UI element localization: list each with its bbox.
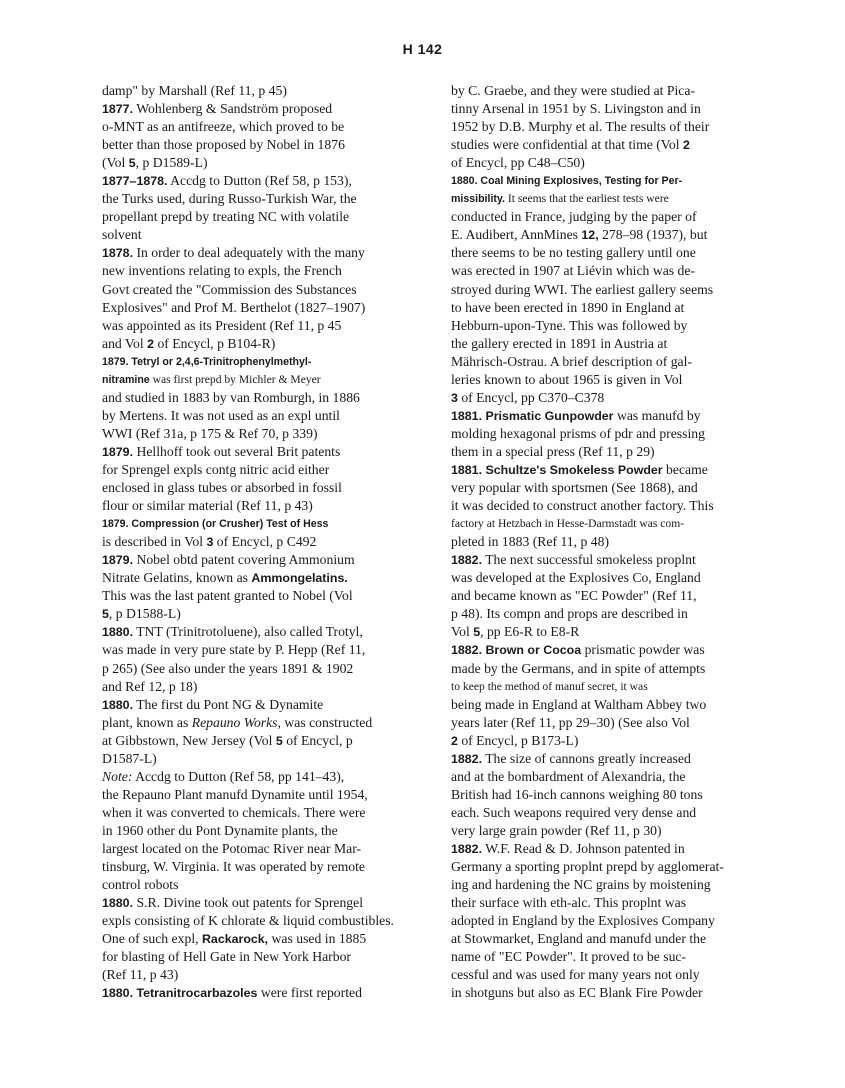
text-span: D1587-L) <box>102 750 157 766</box>
text-line <box>102 894 442 912</box>
entry-year: 1882. <box>451 643 483 658</box>
text-span: Accdg to Dutton (Ref 58, p 153), <box>167 173 352 189</box>
text-span: made by the Germans, and in spite of attempts <box>451 660 706 676</box>
bold-term: Compression (or Crusher) Test of Hess <box>131 518 329 531</box>
text-span: factory at Hetzbach in Hesse-Darmstadt was com- <box>451 517 685 531</box>
bold-term: 2 <box>683 138 690 153</box>
text-line <box>102 732 442 750</box>
text-span: TNT (Trinitrotoluene), also called Trotyl, <box>133 624 363 640</box>
text-line <box>451 786 791 804</box>
text-span: , p D1589-L) <box>135 155 208 171</box>
text-line <box>451 912 791 930</box>
text-span: 278–98 (1937), but <box>598 227 708 243</box>
text-line <box>451 948 791 966</box>
text-line <box>102 696 442 714</box>
text-line <box>451 660 791 678</box>
text-span: WWI (Ref 31a, p 175 & Ref 70, p 339) <box>102 425 318 441</box>
text-line <box>102 262 442 280</box>
text-line <box>102 208 442 226</box>
text-span: each. Such weapons required very dense and <box>451 804 697 820</box>
text-span: The next successful smokeless proplnt <box>482 552 696 568</box>
text-span: W.F. Read & D. Johnson patented in <box>482 840 685 856</box>
text-span: E. Audibert, AnnMines <box>451 227 582 243</box>
text-span: Mährisch-Ostrau. A brief description of gal- <box>451 353 692 369</box>
text-span: was first prepd by Michler & Meyer <box>149 372 321 386</box>
text-line <box>451 840 791 858</box>
text-span: Nobel obtd patent covering Ammonium <box>133 552 355 568</box>
text-line <box>102 660 442 678</box>
text-line <box>102 623 442 641</box>
text-line <box>451 587 791 605</box>
text-span: Wohlenberg & Sandström proposed <box>133 101 333 117</box>
text-span: Nitrate Gelatins, known as <box>102 570 252 586</box>
text-line <box>451 172 791 190</box>
bold-term: Prismatic Gunpowder <box>485 408 614 423</box>
text-line <box>102 840 442 858</box>
entry-year: 1880. <box>102 896 134 911</box>
text-span: was erected in 1907 at Liévin which was de- <box>451 263 696 279</box>
text-line <box>451 876 791 894</box>
entry-year: 1877–1878. <box>102 174 168 189</box>
text-line <box>451 407 791 425</box>
text-span: were first reported <box>257 985 362 1001</box>
text-span: , pp E6-R to E8-R <box>480 624 580 640</box>
text-line <box>102 443 442 461</box>
text-line <box>102 605 442 623</box>
text-line <box>451 605 791 623</box>
text-line <box>102 407 442 425</box>
text-span: very large grain powder (Ref 11, p 30) <box>451 822 662 838</box>
entry-year: 1879. <box>102 355 129 368</box>
text-line <box>102 768 442 786</box>
text-line <box>102 641 442 659</box>
text-span: pleted in 1883 (Ref 11, p 48) <box>451 534 610 550</box>
text-span: It seems that the earliest tests were <box>504 192 669 206</box>
text-span: stroyed during WWI. The earliest gallery seems <box>451 281 714 297</box>
bold-term: Tetryl or 2,4,6-Trinitrophenylmethyl- <box>131 355 312 368</box>
text-span: the Turks used, during Russo-Turkish War, the <box>102 191 357 207</box>
text-span: for Sprengel expls contg nitric acid either <box>102 461 330 477</box>
text-line <box>102 678 442 696</box>
text-span: Vol <box>451 624 474 640</box>
text-span: of Encycl, p B104-R) <box>154 335 276 351</box>
text-line <box>102 984 442 1002</box>
text-line <box>102 317 442 335</box>
text-line <box>451 226 791 244</box>
text-line <box>102 587 442 605</box>
text-span: of Encycl, p C492 <box>213 534 317 550</box>
text-line <box>451 984 791 1002</box>
text-span: was made in very pure state by P. Hepp (Ref 11, <box>102 642 366 658</box>
text-line <box>451 389 791 407</box>
entry-year: 1880. <box>102 986 134 1001</box>
text-span: and Vol <box>102 335 148 351</box>
text-span: 1952 by D.B. Murphy et al. The results of their <box>451 119 710 135</box>
italic-text: Repauno Works, <box>191 714 281 730</box>
text-span: at Gibbstown, New Jersey (Vol <box>102 732 276 748</box>
text-span: Explosives" and Prof M. Berthelot (1827–1907) <box>102 299 366 315</box>
bold-term: missibility. <box>451 193 505 206</box>
text-span: p 48). Its compn and props are described in <box>451 606 688 622</box>
text-span: , p D1588-L) <box>108 606 181 622</box>
text-span: Govt created the "Commission des Substances <box>102 281 357 297</box>
right-column <box>451 82 791 1002</box>
text-line <box>102 533 442 551</box>
text-span: to have been erected in 1890 in England at <box>451 299 685 315</box>
text-span: plant, known as <box>102 714 192 730</box>
text-line <box>102 804 442 822</box>
text-line <box>102 299 442 317</box>
text-line <box>102 497 442 515</box>
text-span: better than those proposed by Nobel in 1876 <box>102 137 345 153</box>
text-line <box>102 714 442 732</box>
bold-term: Schultze's Smokeless Powder <box>485 462 663 477</box>
bold-term: 5 <box>102 607 109 622</box>
text-line <box>451 966 791 984</box>
text-line <box>102 100 442 118</box>
text-line <box>451 858 791 876</box>
text-line <box>102 425 442 443</box>
text-span: and became known as "EC Powder" (Ref 11, <box>451 588 697 604</box>
text-span: p 265) (See also under the years 1891 & 1902 <box>102 660 354 676</box>
text-line <box>451 353 791 371</box>
text-line <box>451 732 791 750</box>
left-column <box>102 82 442 1002</box>
italic-text: Note: <box>102 768 133 784</box>
text-span: by Mertens. It was not used as an expl until <box>102 407 340 423</box>
entry-year: 1877. <box>102 102 134 117</box>
text-span: Germany a sporting proplnt prepd by agglomerat- <box>451 859 724 875</box>
text-line <box>102 118 442 136</box>
text-line <box>102 515 442 533</box>
text-line <box>451 641 791 659</box>
text-span: tinny Arsenal in 1951 by S. Livingston and in <box>451 101 701 117</box>
text-line <box>102 353 442 371</box>
text-line <box>102 172 442 190</box>
bold-term: 5 <box>128 156 136 171</box>
text-line <box>102 244 442 262</box>
text-span: was used in 1885 <box>268 931 367 947</box>
text-span: at Stowmarket, England and manufd under the <box>451 931 707 947</box>
text-span: o-MNT as an antifreeze, which proved to be <box>102 119 345 135</box>
text-line <box>451 190 791 208</box>
text-span: very popular with sportsmen (See 1868), and <box>451 480 698 496</box>
text-span: expls consisting of K chlorate & liquid combustibles. <box>102 913 394 929</box>
bold-term: 12, <box>581 228 599 243</box>
bold-term: Brown or Cocoa <box>485 643 582 658</box>
text-line <box>102 154 442 172</box>
bold-term: 5 <box>275 733 283 748</box>
text-line <box>102 479 442 497</box>
text-span: was manufd by <box>613 407 701 423</box>
bold-term: 2 <box>147 336 155 351</box>
text-line <box>102 136 442 154</box>
text-span: The size of cannons greatly increased <box>482 750 691 766</box>
text-span: is described in Vol <box>102 534 207 550</box>
text-line <box>451 768 791 786</box>
text-line <box>102 948 442 966</box>
text-line <box>451 262 791 280</box>
text-span: enclosed in glass tubes or absorbed in fossil <box>102 480 342 496</box>
text-line <box>451 461 791 479</box>
entry-year: 1880. <box>102 697 134 712</box>
text-span: of Encycl, pp C370–C378 <box>457 389 605 405</box>
text-span: name of "EC Powder". It proved to be suc- <box>451 949 687 965</box>
entry-year: 1879. <box>102 518 129 531</box>
entry-year: 1882. <box>451 553 483 568</box>
text-line <box>451 208 791 226</box>
text-span: adopted in England by the Explosives Company <box>451 913 715 929</box>
text-span: studies were confidential at that time (Vol <box>451 137 683 153</box>
text-span: The first du Pont NG & Dynamite <box>133 696 324 712</box>
text-line <box>451 443 791 461</box>
text-span: of Encycl, p <box>282 732 353 748</box>
text-span: propellant prepd by treating NC with volatile <box>102 209 350 225</box>
text-span: largest located on the Potomac River near Mar- <box>102 840 362 856</box>
bold-term: 2 <box>451 733 458 748</box>
text-line <box>451 551 791 569</box>
text-span: This was the last patent granted to Nobel (Vol <box>102 588 353 604</box>
bold-term: Coal Mining Explosives, Testing for Per- <box>480 175 683 188</box>
text-line <box>451 515 791 533</box>
text-span: conducted in France, judging by the paper of <box>451 209 697 225</box>
text-span: them in a special press (Ref 11, p 29) <box>451 443 655 459</box>
text-span: solvent <box>102 227 142 243</box>
text-line <box>451 894 791 912</box>
text-span: S.R. Divine took out patents for Sprengel <box>133 895 364 911</box>
text-line <box>451 425 791 443</box>
text-line <box>451 154 791 172</box>
text-line <box>102 750 442 768</box>
entry-year: 1880. <box>102 625 134 640</box>
page-header: H 142 <box>402 41 443 57</box>
text-line <box>102 930 442 948</box>
text-span: British had 16-inch cannons weighing 80 tons <box>451 786 703 802</box>
text-line <box>102 389 442 407</box>
entry-year: 1878. <box>102 246 134 261</box>
text-line <box>451 100 791 118</box>
text-line <box>102 912 442 930</box>
text-line <box>102 551 442 569</box>
text-span: In order to deal adequately with the many <box>133 245 365 261</box>
text-span: One of such expl, <box>102 931 202 947</box>
text-span: and Ref 12, p 18) <box>102 678 198 694</box>
text-span: the gallery erected in 1891 in Austria at <box>451 335 668 351</box>
text-span: molding hexagonal prisms of pdr and pressing <box>451 425 705 441</box>
text-span: of Encycl, pp C48–C50) <box>451 155 585 171</box>
text-line <box>451 244 791 262</box>
text-span: for blasting of Hell Gate in New York Harbor <box>102 949 351 965</box>
text-line <box>451 136 791 154</box>
text-line <box>451 82 791 100</box>
bold-term: 3 <box>451 390 458 405</box>
text-line <box>102 335 442 353</box>
text-line <box>451 714 791 732</box>
text-span: their surface with eth-alc. This proplnt was <box>451 895 687 911</box>
bold-term: 5 <box>473 625 481 640</box>
text-span: control robots <box>102 877 179 893</box>
text-span: years later (Ref 11, pp 29–30) (See also Vol <box>451 714 690 730</box>
text-line <box>102 569 442 587</box>
text-span: (Ref 11, p 43) <box>102 967 179 983</box>
text-span: damp" by Marshall (Ref 11, p 45) <box>102 83 287 98</box>
text-line <box>102 461 442 479</box>
text-line <box>451 281 791 299</box>
text-span: tinsburg, W. Virginia. It was operated by remote <box>102 859 366 875</box>
text-line <box>451 750 791 768</box>
text-line <box>102 281 442 299</box>
text-span: and studied in 1883 by van Romburgh, in 1886 <box>102 389 360 405</box>
text-span: was constructed <box>280 714 373 730</box>
entry-year: 1881. <box>451 408 483 423</box>
bold-term: Tetranitrocarbazoles <box>136 986 258 1001</box>
bold-term: Rackarock, <box>201 932 269 947</box>
text-line <box>102 858 442 876</box>
text-line <box>451 335 791 353</box>
entry-year: 1879. <box>102 553 134 568</box>
text-span: Accdg to Dutton (Ref 58, pp 141–43), <box>132 768 345 784</box>
bold-term: Ammongelatins. <box>251 571 348 586</box>
text-span: ing and hardening the NC grains by moistening <box>451 877 711 893</box>
text-line <box>451 678 791 696</box>
text-line <box>102 82 442 100</box>
text-line <box>102 190 442 208</box>
text-line <box>102 876 442 894</box>
text-line <box>451 371 791 389</box>
text-span: of Encycl, p B173-L) <box>457 732 579 748</box>
text-span: to keep the method of manuf secret, it was <box>451 679 648 693</box>
text-span: in 1960 other du Pont Dynamite plants, the <box>102 822 338 838</box>
entry-year: 1882. <box>451 841 483 856</box>
entry-year: 1881. <box>451 462 483 477</box>
text-line <box>451 533 791 551</box>
text-span: flour or similar material (Ref 11, p 43) <box>102 498 313 514</box>
bold-term: 3 <box>206 535 214 550</box>
entry-year: 1879. <box>102 444 134 459</box>
text-line <box>102 371 442 389</box>
text-span: when it was converted to chemicals. There were <box>102 804 366 820</box>
text-span: it was decided to construct another factory. This <box>451 498 714 514</box>
text-line <box>451 822 791 840</box>
text-span: leries known to about 1965 is given in Vol <box>451 371 683 387</box>
text-span: by C. Graebe, and they were studied at Pica- <box>451 83 696 98</box>
text-span: (Vol <box>102 155 129 171</box>
text-span: cessful and was used for many years not only <box>451 967 700 983</box>
entry-year: 1882. <box>451 751 483 766</box>
text-span: being made in England at Waltham Abbey two <box>451 696 707 712</box>
text-line <box>102 786 442 804</box>
text-line <box>451 118 791 136</box>
text-line <box>451 930 791 948</box>
text-span: Hebburn-upon-Tyne. This was followed by <box>451 317 688 333</box>
text-line <box>451 623 791 641</box>
text-span: new inventions relating to expls, the French <box>102 263 342 279</box>
text-span: and at the bombardment of Alexandria, the <box>451 768 686 784</box>
text-span: was developed at the Explosives Co, England <box>451 570 701 586</box>
text-span: Hellhoff took out several Brit patents <box>133 443 341 459</box>
text-span: the Repauno Plant manufd Dynamite until 1954, <box>102 786 368 802</box>
text-line <box>451 569 791 587</box>
text-line <box>451 299 791 317</box>
text-line <box>102 966 442 984</box>
text-span: prismatic powder was <box>581 642 705 658</box>
text-line <box>102 226 442 244</box>
text-span: there seems to be no testing gallery until one <box>451 245 696 261</box>
entry-year: 1880. <box>451 175 478 188</box>
text-span: in shotguns but also as EC Blank Fire Powder <box>451 985 703 1001</box>
text-line <box>451 497 791 515</box>
text-line <box>451 317 791 335</box>
text-line <box>102 822 442 840</box>
bold-term: nitramine <box>102 373 150 386</box>
text-line <box>451 479 791 497</box>
text-line <box>451 804 791 822</box>
text-span: was appointed as its President (Ref 11, p 45 <box>102 317 342 333</box>
text-span: became <box>662 461 708 477</box>
text-line <box>451 696 791 714</box>
